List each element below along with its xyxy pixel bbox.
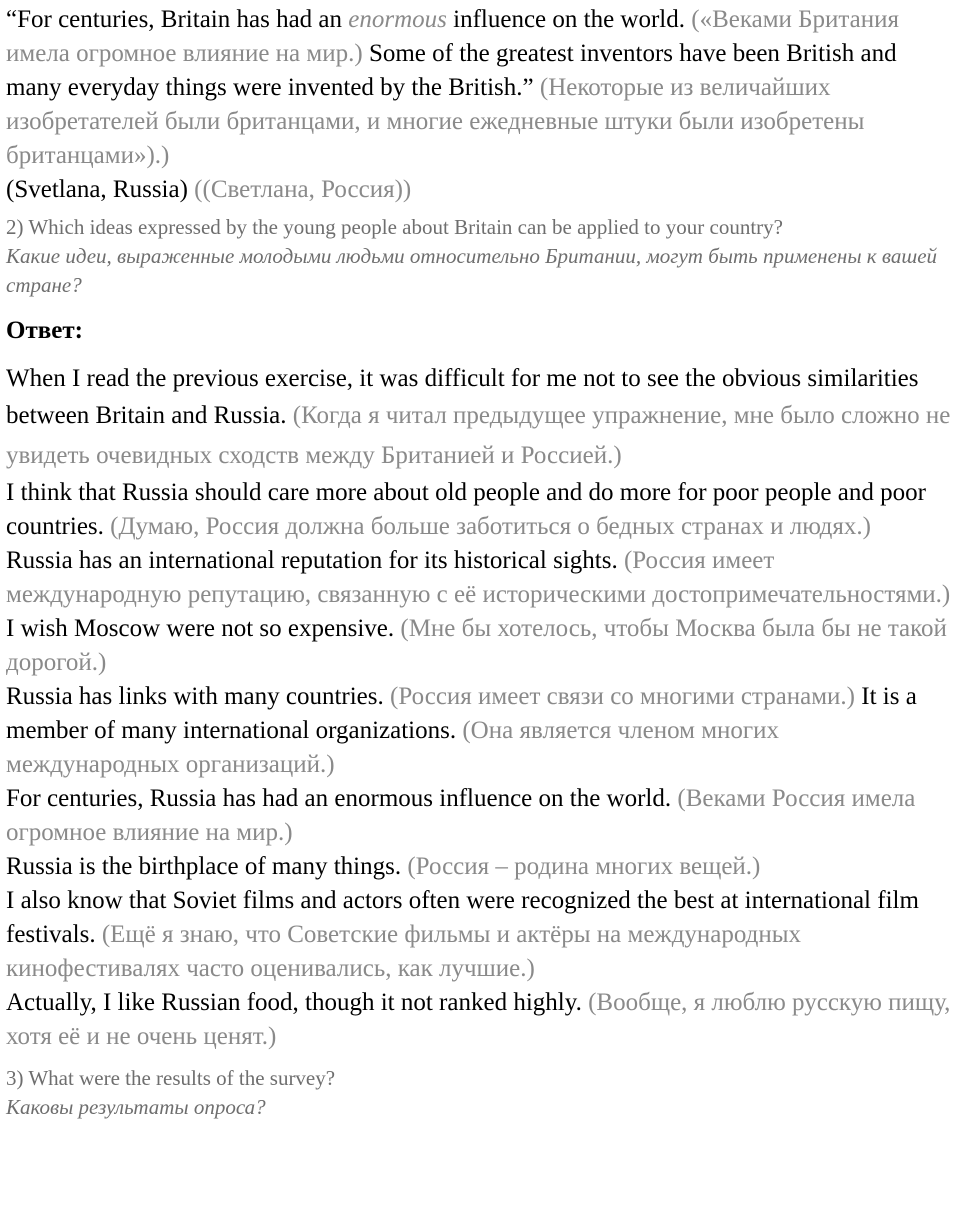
- document-page: [6, 0, 954, 1122]
- question-3: [6, 1064, 954, 1122]
- answer-paragraph: [6, 680, 954, 782]
- answer-en: For centuries, Russia has had an enormous influence on the world.: [6, 785, 672, 812]
- intro-en-2: Some of the greatest inventors have been British and many everyday things were invented by the British.”: [6, 40, 897, 101]
- answer-paragraph: [6, 782, 954, 850]
- answer-en: Russia has an international reputation for its historical sights.: [6, 547, 618, 574]
- answer-ru: (Веками Россия имела огромное влияние на мир.): [6, 785, 916, 846]
- answer-ru: (Россия – родина многих вещей.): [407, 853, 761, 880]
- answer-body: [6, 362, 954, 1054]
- answer-en: Actually, I like Russian food, though it not ranked highly.: [6, 989, 582, 1016]
- answer-en: Russia is the birthplace of many things.: [6, 853, 402, 880]
- answer-ru: (Россия имеет международную репутацию, связанную с её историческими достопримечательностями.): [6, 547, 951, 608]
- answer-paragraph: [6, 476, 954, 544]
- question-3-ru: Каковы результаты опроса?: [6, 1095, 266, 1119]
- answer-ru: (Когда я читал предыдущее упражнение, мне было сложно не увидеть очевидных сходств между Британией и Россией.): [6, 402, 951, 469]
- answer-en: I think that Russia should care more about old people and do more for poor people and poor countries.: [6, 479, 926, 540]
- intro-quote: [6, 0, 954, 207]
- answer-en: I wish Moscow were not so expensive.: [6, 615, 395, 642]
- answer-en: Russia has links with many countries.: [6, 683, 384, 710]
- answer-paragraph: [6, 884, 954, 986]
- answer-en: I also know that Soviet films and actors often were recognized the best at international film festivals.: [6, 887, 919, 948]
- intro-en-before: “For centuries, Britain has had an: [6, 6, 349, 33]
- answer-paragraph: [6, 612, 954, 680]
- answer-paragraph: [6, 986, 954, 1054]
- answer-en-2: It is a member of many international organizations.: [6, 683, 917, 744]
- intro-emphasis: enormous: [348, 6, 447, 33]
- question-3-en: 3) What were the results of the survey?: [6, 1066, 336, 1090]
- answer-ru-2: (Она является членом многих международных организаций.): [6, 717, 780, 778]
- question-2: [6, 213, 954, 300]
- intro-en-3: (Svetlana, Russia): [6, 176, 188, 203]
- answer-ru: (Россия имеет связи со многими странами.): [390, 683, 855, 710]
- intro-ru-1: («Веками Британия имела огромное влияние на мир.): [6, 6, 899, 67]
- answer-paragraph: [6, 362, 954, 476]
- question-2-ru: Какие идеи, выраженные молодыми людьми относительно Британии, могут быть применены к вашей стране?: [6, 244, 938, 297]
- answer-paragraph: [6, 850, 954, 884]
- answer-ru: (Вообще, я люблю русскую пищу, хотя её и не очень ценят.): [6, 989, 951, 1050]
- intro-en-after: influence on the world.: [446, 6, 685, 33]
- answer-ru: (Ещё я знаю, что Советские фильмы и актёры на международных кинофестивалях часто оценивались, как лучшие.): [6, 921, 802, 982]
- answer-ru: (Мне бы хотелось, чтобы Москва была бы не такой дорогой.): [6, 615, 947, 676]
- answer-paragraph: [6, 544, 954, 612]
- intro-ru-3: ((Светлана, Россия)): [194, 176, 412, 203]
- answer-ru: (Думаю, Россия должна больше заботиться о бедных странах и людях.): [110, 513, 871, 540]
- answer-label: Ответ:: [6, 317, 83, 344]
- intro-ru-2: (Некоторые из величайших изобретателей были британцами, и многие ежедневные штуки были изобретены британцами»).): [6, 74, 865, 169]
- answer-en: When I read the previous exercise, it was difficult for me not to see the obvious similarities between Britain and Russia.: [6, 365, 919, 429]
- question-2-en: 2) Which ideas expressed by the young people about Britain can be applied to your country?: [6, 215, 783, 239]
